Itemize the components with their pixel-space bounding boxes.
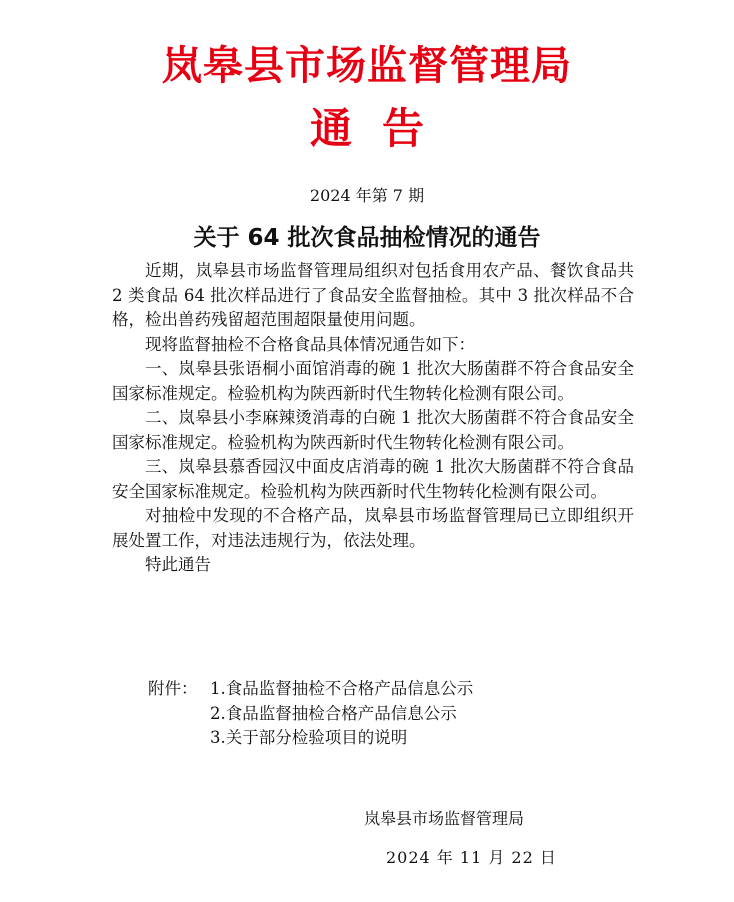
attachment-item: 3.关于部分检验项目的说明 bbox=[210, 728, 408, 747]
attachment-row-3 bbox=[148, 726, 473, 751]
paragraph-closing: 特此通告 bbox=[145, 555, 211, 574]
paragraph-item-2: 二、岚皋县小李麻辣烫消毒的白碗 1 批次大肠菌群不符合食品安全国家标准规定。检验机构为陕西新时代生物转化检测有限公司。 bbox=[112, 408, 634, 452]
signature-date: 2024 年 11 月 22 日 bbox=[386, 848, 557, 867]
paragraph-intro: 近期，岚皋县市场监督管理局组织对包括食用农产品、餐饮食品共 2 类食品 64 批次样品进行了食品安全监督抽检。其中 3 批次样品不合格，检出兽药残留超范围超限量使用问题。 bbox=[112, 261, 634, 329]
attachments-label: 附件： bbox=[148, 679, 198, 698]
attachment-item: 2.食品监督抽检合格产品信息公示 bbox=[210, 703, 457, 723]
issue-number: 2024 年第 7 期 bbox=[309, 186, 425, 205]
header-agency-name: 岚皋县市场监督管理局 bbox=[162, 42, 572, 89]
header-notice-word: 通告 bbox=[309, 104, 454, 153]
attachment-item: 1.食品监督抽检不合格产品信息公示 bbox=[210, 679, 474, 698]
attachments-list bbox=[148, 677, 473, 751]
document-body bbox=[112, 259, 634, 578]
paragraph-item-3: 三、岚皋县慕香园汉中面皮店消毒的碗 1 批次大肠菌群不符合食品安全国家标准规定。检验机构为陕西新时代生物转化检测有限公司。 bbox=[112, 457, 634, 501]
paragraph-handling: 对抽检中发现的不合格产品，岚皋县市场监督管理局已立即组织开展处置工作，对违法违规行为，依法处理。 bbox=[112, 506, 634, 550]
attachment-row-2 bbox=[148, 702, 473, 727]
document-title: 关于 64 批次食品抽检情况的通告 bbox=[193, 225, 541, 251]
signature-agency: 岚皋县市场监督管理局 bbox=[364, 809, 525, 828]
attachment-row-1 bbox=[148, 677, 473, 702]
paragraph-item-1: 一、岚皋县张语桐小面馆消毒的碗 1 批次大肠菌群不符合食品安全国家标准规定。检验机构为陕西新时代生物转化检测有限公司。 bbox=[112, 359, 634, 403]
paragraph-notice-lead: 现将监督抽检不合格食品具体情况通告如下： bbox=[145, 334, 475, 354]
